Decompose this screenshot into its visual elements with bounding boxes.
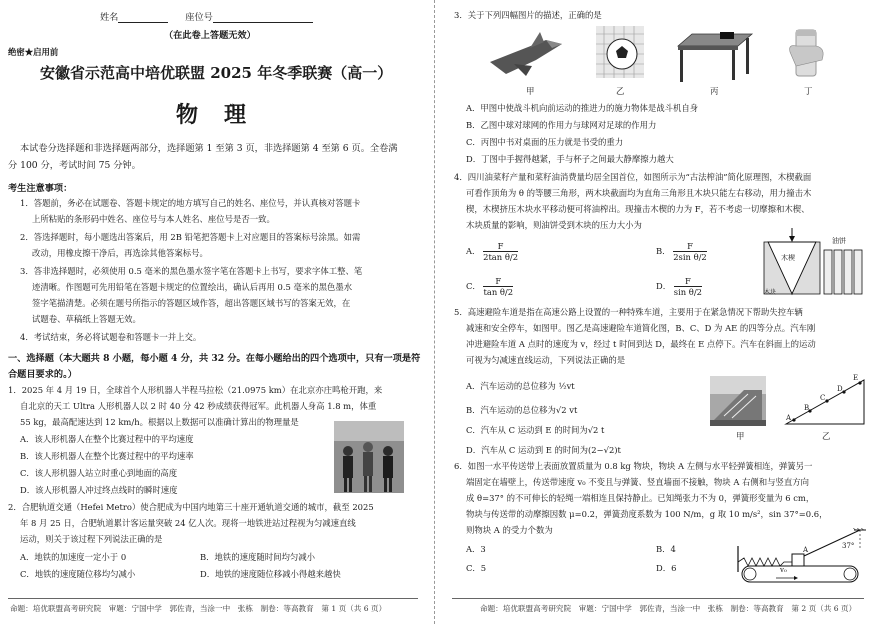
- q2-option-d: D．地铁的速度随位移减小得越来越快: [200, 569, 341, 579]
- q4-option-b: [656, 241, 707, 262]
- q1-option-c: C．该人形机器人站立时重心到地面的高度: [20, 468, 178, 478]
- q4-option-c-denominator: tan θ/2: [483, 287, 514, 297]
- q2-option-c: C．地铁的速度随位移均匀减小: [20, 569, 136, 579]
- q4-option-d-denominator: sin θ/2: [673, 287, 702, 297]
- q6-stem: 6．如图一水平传送带上表面放置质量为 0.8 kg 物块，物块 A 左侧与水平轻弹簧相连，弹簧另一: [454, 461, 813, 471]
- oil-cake-label: 油饼: [832, 237, 846, 245]
- seat-label: 座位号: [185, 12, 213, 23]
- fighter-jet-image: [486, 26, 566, 80]
- q4-option-a: [466, 241, 518, 262]
- q2-stem: 年 8 月 25 日，合肥轨道累计客运量突破 24 亿人次。现将一地铁进站过程视为匀减速直线: [20, 518, 356, 528]
- q4-stem: 楔，木楔挤压木块水平移动便可将油榨出。现撞击木楔的力为 F，若不考虑一切摩擦和木楔、: [466, 204, 810, 214]
- q1-option-a: A．该人形机器人在整个比赛过程中的平均速度: [20, 434, 194, 444]
- note-line: 试题卷、草稿纸上答题无效。: [32, 314, 141, 324]
- note-line: 签字笔描清楚。必须在题号所指示的答题区域作答，超出答题区域书写的答案无效，在: [32, 298, 351, 308]
- q6-stem: 则物块 A 的受力个数为: [466, 525, 553, 535]
- note-line: 改动，用橡皮擦干净后，再选涂其他答案标号。: [32, 248, 208, 258]
- note-line: 上所粘贴的条形码中姓名、座位号与本人姓名、座位号是否一致。: [32, 214, 275, 224]
- name-field: [100, 9, 313, 23]
- q6-stem: 物块与传送带的动摩擦因数 μ=0.2，弹簧劲度系数为 100 N/m，g 取 10 m/s²，sin 37°=0.6，: [466, 509, 828, 519]
- q5-option-b: B．汽车运动的总位移为√2 vt: [466, 405, 578, 415]
- angle-label: 37°: [842, 542, 855, 550]
- section-title-1: 一、选择题（本大题共 8 小题，每小题 4 分，共 32 分。在每小题给出的四个选项中，只有一项是符: [8, 353, 421, 364]
- note-line: 迹清晰。作图题可先用铅笔在答题卡规定的位置绘出，确认后再用 0.5 毫米的黑色墨水: [32, 282, 353, 292]
- q4-option-a-letter: A．: [466, 246, 481, 256]
- q3-caption-ding: 丁: [804, 86, 813, 96]
- intro-line-2: 分 100 分，考试时间 75 分钟。: [8, 160, 141, 171]
- q6-stem: 端固定在墙壁上，传送带速度 v₀ 不变且与弹簧、竖直墙面不接触，物块 A 右侧和与竖直方向: [466, 477, 810, 487]
- page-footer: 命题：培优联盟高考研究院 审题：宁国中学 郭佐青，当涂一中 张栋 制卷：等高教育 第 1 页（共 6 页）: [10, 604, 387, 613]
- left-page: [0, 0, 426, 624]
- point-d-label: D: [837, 385, 843, 393]
- q3-option-c: C．丙图中书对桌面的压力就是书受的重力: [466, 137, 624, 147]
- q4-stem: 4．四川油菜籽产量和菜籽油消费量均居全国首位，如图所示为“古法榨油”简化原理图，木楔截面: [454, 172, 812, 182]
- q6-option-c: C．5: [466, 563, 487, 573]
- q3-caption-yi: 乙: [616, 86, 625, 96]
- incline-diagram: [782, 376, 868, 428]
- name-label: 姓名: [100, 12, 119, 23]
- invalid-note: （在此卷上答题无效）: [164, 30, 256, 41]
- q4-option-a-denominator: 2tan θ/2: [483, 252, 519, 262]
- q2-stem: 运动，则关于该过程下列说法正确的是: [20, 534, 163, 544]
- q4-option-a-numerator: F: [483, 241, 518, 252]
- q1-option-d: D．该人形机器人冲过终点线时的瞬时速度: [20, 485, 178, 495]
- footer-rule: [8, 598, 418, 599]
- q1-option-b: B．该人形机器人在整个比赛过程中的平均速率: [20, 451, 194, 461]
- q5-stem: 可视为匀减速直线运动，下列说法正确的是: [466, 355, 626, 365]
- note-line: 3．答非选择题时，必须使用 0.5 毫米的黑色墨水签字笔在答题卡上书写，要求字体工整、笔: [20, 266, 363, 276]
- seat-blank: [213, 12, 313, 23]
- q5-stem: 5．高速避险车道是指在高速公路上设置的一种特殊车道，主要用于在紧急情况下帮助失控车辆: [454, 307, 803, 317]
- q4-option-d: [656, 276, 702, 297]
- q4-option-d-numerator: F: [674, 276, 702, 287]
- q3-option-a: A．甲图中使战斗机向前运动的推进力的施力物体是战斗机自身: [466, 103, 699, 113]
- q4-option-c-numerator: F: [483, 276, 513, 287]
- q4-option-c: [466, 276, 513, 297]
- q4-stem: 可看作顶角为 θ 的等腰三角形，两木块截面均为直角三角形且木块只能左右移动，用力撞击木: [466, 188, 812, 198]
- oil-press-diagram: [762, 228, 866, 298]
- escape-lane-photo: [710, 376, 766, 426]
- name-blank: [118, 12, 168, 23]
- q5-caption-jia: 甲: [736, 431, 745, 441]
- marathon-robot-photo: [334, 421, 404, 493]
- block-a-label: A: [803, 546, 809, 554]
- q5-stem: 减速和安全停车，如图甲。图乙是高速避险车道简化图，B、C、D 为 AE 的四等分点。汽车刚: [466, 323, 816, 333]
- q2-option-b: B．地铁的速度随时间均匀减小: [200, 552, 316, 562]
- q1-stem: 55 kg，最高配速达到 12 km/h。根据以上数据可以准确计算出的物理量是: [20, 417, 299, 427]
- q4-option-b-denominator: 2sin θ/2: [673, 252, 707, 262]
- point-c-label: C: [820, 394, 826, 402]
- footer-rule: [452, 598, 864, 599]
- q6-option-a: A．3: [466, 544, 486, 554]
- conveyor-belt-diagram: [736, 528, 868, 586]
- q3-caption-jia: 甲: [526, 86, 535, 96]
- page-divider: [434, 0, 436, 624]
- q5-stem: 冲进避险车道 A 点时的速度为 v，经过 t 时间到达 D，最终在 E 点停下。汽车在斜面上的运动: [466, 339, 816, 349]
- q4-stem: 木块质量的影响，则油饼受到木块的压力大小为: [466, 220, 642, 230]
- q6-option-d: D．6: [656, 563, 677, 573]
- q3-caption-bing: 丙: [710, 86, 719, 96]
- q2-option-a: A．地铁的加速度一定小于 0: [20, 552, 127, 562]
- right-page: [444, 0, 870, 624]
- secret-mark: 绝密★启用前: [8, 47, 59, 57]
- note-line: 4．考试结束，务必将试题卷和答题卡一并上交。: [20, 332, 202, 342]
- q4-option-c-letter: C．: [466, 281, 481, 291]
- football-net-image: [596, 26, 644, 78]
- note-line: 2．答选择题时，每小题选出答案后，用 2B 铅笔把答题卡上对应题目的答案标号涂黑。如需: [20, 232, 361, 242]
- exam-title: 安徽省示范高中培优联盟 2025 年冬季联赛（高一）: [40, 64, 393, 82]
- q5-caption-yi: 乙: [822, 431, 831, 441]
- book-on-table-image: [672, 26, 754, 82]
- block-label: 木块: [764, 289, 777, 296]
- q5-option-a: A．汽车运动的总位移为 ½vt: [466, 381, 575, 391]
- point-b-label: B: [804, 404, 810, 412]
- q3-option-d: D．丁图中手握得越紧，手与杯子之间最大静摩擦力越大: [466, 154, 674, 164]
- q4-option-b-numerator: F: [673, 241, 707, 252]
- section-title-2: 合题目要求的。）: [8, 369, 77, 380]
- hand-holding-cup-image: [786, 26, 836, 82]
- q5-option-c: C．汽车从 C 运动到 E 的时间为√2 t: [466, 425, 605, 435]
- q2-stem: 2．合肥轨道交通（Hefei Metro）使合肥成为中国内地第三十座开通轨道交通的城市，截至 2025: [8, 502, 374, 512]
- intro-line-1: 本试卷分选择题和非选择题两部分，选择题第 1 至第 3 页，非选择题第 4 至第 6 页。全卷满: [20, 143, 398, 154]
- q5-option-d: D．汽车从 C 运动到 E 的时间为(2−√2)t: [466, 445, 621, 455]
- q6-option-b: B．4: [656, 544, 676, 554]
- note-line: 1．答题前，务必在试题卷、答题卡规定的地方填写自己的姓名、座位号，并认真核对答题卡: [20, 198, 361, 208]
- subject-title: 物 理: [176, 102, 249, 128]
- q3-option-b: B．乙图中球对球网的作用力与球网对足球的作用力: [466, 120, 657, 130]
- q4-option-d-letter: D．: [656, 281, 672, 291]
- point-e-label: E: [853, 374, 859, 382]
- wedge-label: 木楔: [781, 254, 795, 262]
- notes-title: 考生注意事项：: [8, 183, 73, 194]
- point-a-label: A: [786, 414, 792, 422]
- q3-stem: 3．关于下列四幅图片的描述，正确的是: [454, 10, 602, 20]
- page-footer: 命题：培优联盟高考研究院 审题：宁国中学 郭佐青，当涂一中 张栋 制卷：等高教育 第 2 页（共 6 页）: [480, 604, 857, 613]
- q1-stem: 自北京的天工 Ultra 人形机器人以 2 时 40 分 42 秒成绩获得冠军。此机器人身高 1.8 m，体重: [20, 401, 377, 411]
- q1-stem: 1．2025 年 4 月 19 日，全球首个人形机器人半程马拉松（21.0975 km）在北京亦庄鸣枪开跑，来: [8, 385, 383, 395]
- belt-speed-label: v₀: [780, 566, 787, 574]
- q4-option-b-letter: B．: [656, 246, 671, 256]
- q6-stem: 成 θ=37° 的不可伸长的轻绳一端相连且保持静止。已知绳张力不为 0，弹簧形变量为 6 cm，: [466, 493, 815, 503]
